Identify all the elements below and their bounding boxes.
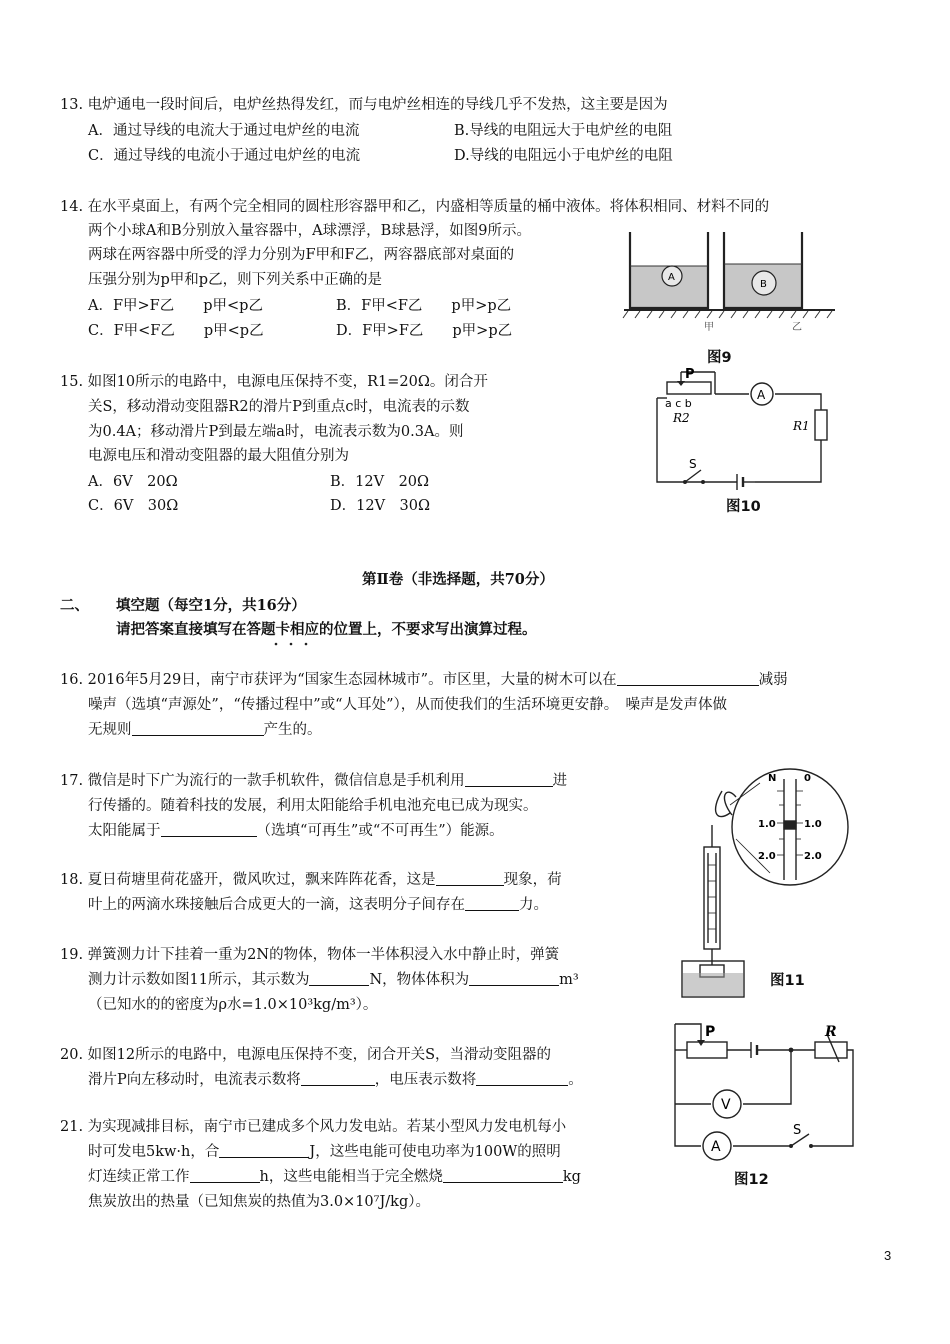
figure-10-caption: 图10: [726, 499, 761, 515]
q20-blank-2[interactable]: [476, 1070, 568, 1086]
section-2-instruction: 请把答案直接填写在答题卡相应的位置上，不要求写出演算过程。: [116, 621, 537, 638]
q18-blank-1[interactable]: [436, 870, 504, 886]
q19-line1: 19. 弹簧测力计下挂着一重为2N的物体，物体一半体积浸入水中静止时，弹簧: [60, 947, 560, 963]
q21-blank-2[interactable]: [190, 1167, 260, 1183]
q15-option-a: A．6V 20Ω: [88, 474, 178, 490]
q16-line1: 16. 2016年5月29日，南宁市获评为“国家生态园林城市”。市区里，大量的树木可以在 减弱: [60, 672, 788, 688]
q17-line2: 行传播的。随着科技的发展，利用太阳能给手机电池充电已成为现实。: [88, 798, 538, 814]
q15-option-d: D．12V 30Ω: [330, 498, 431, 514]
q13-option-d: D.导线的电阻远小于电炉丝的电阻: [454, 148, 673, 164]
q13-option-a: A．通过导线的电流大于通过电炉丝的电流: [88, 123, 360, 139]
r2-label: R2: [673, 411, 690, 425]
q16-line2: 噪声（选填“声源处”，“传播过程中”或“人耳处”），从而使我们的生活环境更安静。 噪声是发声体做: [88, 697, 727, 713]
q19-line3: （已知水的的密度为ρ水=1.0×10³kg/m³）。: [88, 997, 378, 1013]
figure-9-caption: 图9: [707, 350, 732, 366]
scale-1-left: 1.0: [758, 819, 776, 830]
figure-12-circuit: [665, 1014, 865, 1164]
page-number: 3: [884, 1248, 892, 1263]
section-2-title: 第Ⅱ卷（非选择题，共70分）: [362, 571, 554, 588]
figure-11-caption: 图11: [770, 973, 805, 989]
ball-a-label: A: [668, 272, 675, 283]
q15-line1: 15. 如图10所示的电路中，电源电压保持不变，R1=20Ω。闭合开: [60, 374, 488, 390]
q14-line3: 两球在两容器中所受的浮力分别为F甲和F乙，两容器底部对桌面的: [88, 247, 515, 263]
slider-p-label: P: [705, 1024, 716, 1040]
q19-line2: 测力计示数如图11所示，其示数为 N，物体体积为 m³: [88, 972, 579, 988]
q16-line3: 无规则 产生的。: [88, 722, 322, 738]
q18-line1: 18. 夏日荷塘里荷花盛开，微风吹过，飘来阵阵花香，这是 现象，荷: [60, 872, 562, 888]
figure-10-circuit: [645, 368, 835, 492]
q17-blank-2[interactable]: [161, 821, 257, 837]
q20-blank-1[interactable]: [301, 1070, 375, 1086]
ammeter-label: A: [711, 1139, 721, 1155]
scale-unit-n: N: [768, 773, 777, 784]
q21-line4: 焦炭放出的热量（已知焦炭的热值为3.0×10⁷J/kg）。: [88, 1194, 430, 1210]
q14-line4: 压强分别为p甲和p乙，则下列关系中正确的是: [88, 272, 383, 288]
q16-blank-2[interactable]: [132, 720, 264, 736]
q20-line1: 20. 如图12所示的电路中，电源电压保持不变，闭合开关S，当滑动变阻器的: [60, 1047, 552, 1063]
q15-option-b: B．12V 20Ω: [330, 474, 430, 490]
section-2-heading: 填空题（每空1分，共16分）: [116, 597, 306, 614]
ammeter-label: A: [757, 388, 766, 402]
section-2-number: 二、: [60, 597, 89, 614]
q14-line1: 14. 在水平桌面上，有两个完全相同的圆柱形容器甲和乙，内盛相等质量的桶中液体。将体积相同、材料不同的: [60, 199, 770, 215]
voltmeter-label: V: [721, 1097, 731, 1113]
scale-2-right: 2.0: [804, 851, 822, 862]
q21-blank-3[interactable]: [443, 1167, 563, 1183]
container-yi-label: 乙: [792, 322, 802, 333]
q17-line1: 17. 微信是时下广为流行的一款手机软件，微信信息是手机利用 进: [60, 773, 568, 789]
rheostat-abc-labels: a c b: [665, 397, 692, 410]
r-label: R: [825, 1024, 837, 1040]
r1-label: R1: [793, 419, 810, 433]
q14-option-d: D．F甲>F乙 p甲>p乙: [336, 323, 513, 339]
scale-2-left: 2.0: [758, 851, 776, 862]
q14-option-c: C．F甲<F乙 p甲<p乙: [88, 323, 264, 339]
q21-line3: 灯连续正常工作 h，这些电能相当于完全燃烧 kg: [88, 1169, 581, 1185]
q21-line1: 21. 为实现减排目标，南宁市已建成多个风力发电站。若某小型风力发电机每小: [60, 1119, 567, 1135]
q15-line4: 电源电压和滑动变阻器的最大阻值分别为: [88, 448, 349, 464]
figure-11-spring-scale: [660, 765, 860, 1001]
switch-label: S: [793, 1123, 802, 1138]
q19-blank-2[interactable]: [469, 970, 559, 986]
scale-1-right: 1.0: [804, 819, 822, 830]
figure-12-caption: 图12: [734, 1172, 769, 1188]
q14-option-a: A．F甲>F乙 p甲<p乙: [88, 298, 263, 314]
q21-blank-1[interactable]: [219, 1142, 309, 1158]
scale-zero: 0: [804, 773, 811, 784]
q20-line2: 滑片P向左移动时，电流表示数将 ，电压表示数将 。: [88, 1072, 583, 1088]
q15-line3: 为0.4A；移动滑片P到最左端a时，电流表示数为0.3A。则: [88, 424, 464, 440]
q18-blank-2[interactable]: [465, 895, 519, 911]
q16-blank-1[interactable]: [617, 670, 759, 686]
q13-option-b: B.导线的电阻远大于电炉丝的电阻: [454, 123, 673, 139]
q21-line2: 时可发电5kw·h，合 J，这些电能可使电功率为100W的照明: [88, 1144, 561, 1160]
q13-stem: 13. 电炉通电一段时间后，电炉丝热得发红，而与电炉丝相连的导线几乎不发热，这主要是因为: [60, 97, 668, 113]
q13-option-c: C．通过导线的电流小于通过电炉丝的电流: [88, 148, 361, 164]
figure-9-containers: [620, 228, 845, 346]
q14-line2: 两个小球A和B分别放入量容器中，A球漂浮，B球悬浮，如图9所示。: [88, 223, 531, 239]
q15-line2: 关S，移动滑动变阻器R2的滑片P到重点c时，电流表的示数: [88, 399, 470, 415]
q14-option-b: B．F甲<F乙 p甲>p乙: [336, 298, 512, 314]
switch-label: S: [689, 457, 697, 471]
ball-b-label: B: [760, 279, 767, 290]
q19-blank-1[interactable]: [309, 970, 369, 986]
q15-option-c: C．6V 30Ω: [88, 498, 179, 514]
q18-line2: 叶上的两滴水珠接触后合成更大的一滴，这表明分子间存在 力。: [88, 897, 548, 913]
slider-p-label: P: [685, 368, 695, 382]
q17-line3: 太阳能属于 （选填“可再生”或“不可再生”）能源。: [88, 823, 504, 839]
emphasis-dots: [272, 641, 312, 647]
container-jia-label: 甲: [704, 322, 714, 333]
q17-blank-1[interactable]: [465, 771, 553, 787]
